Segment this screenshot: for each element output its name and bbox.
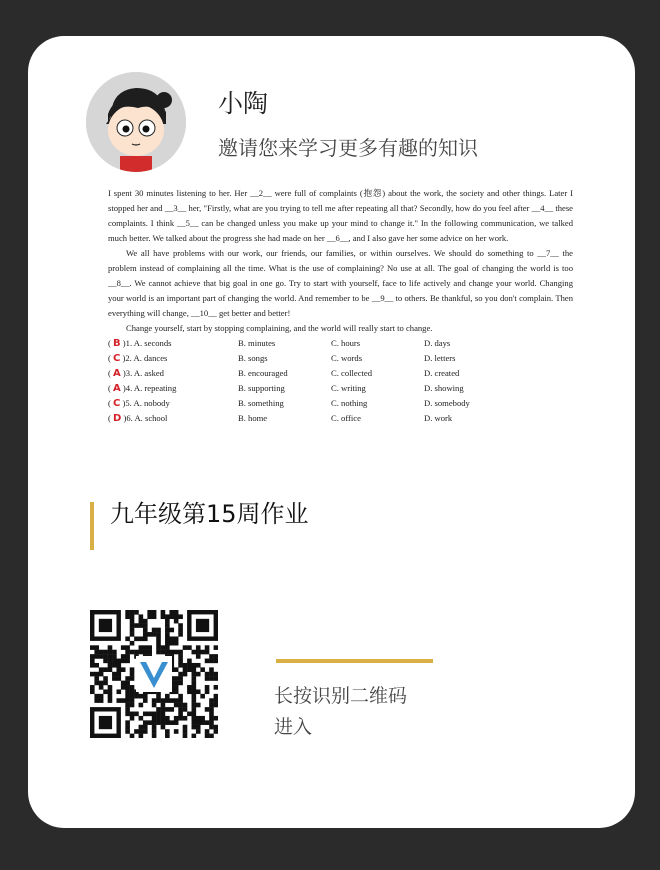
homework-document-image: [108, 186, 573, 471]
handwritten-answer: D: [113, 413, 122, 424]
option-row: ( A )4. A. repeating B. supporting C. writing D. showing: [108, 383, 464, 394]
handwritten-answer: C: [113, 398, 121, 409]
handwritten-answer: C: [113, 353, 121, 364]
user-name: 小陶: [218, 89, 269, 118]
homework-title: 九年级第15周作业: [110, 500, 309, 528]
option-row: ( A )3. A. asked B. encouraged C. collected D. created: [108, 368, 460, 379]
handwritten-answer: A: [113, 368, 121, 379]
avatar-cartoon-image: [86, 72, 186, 172]
qr-hint: [274, 681, 407, 743]
qr-code[interactable]: [90, 610, 218, 738]
title-accent-bar: [90, 502, 94, 550]
divider-line: [276, 659, 433, 663]
avatar: [86, 72, 186, 172]
option-row: ( C )2. A. dances B. songs C. words D. letters: [108, 353, 456, 364]
doc-paragraph-2: We all have problems with our work, our friends, our families, or within ourselves. We should do something to __7__ the problem instead of complaining all the time. What is the use of complaining? No use at all. The goal of changing the world is too __8__. We cannot achieve that big goal in one go. Try to start with yourself, face to life actively and change your world. Changing your world is an important part of changing the world. And remember to be __9__ to others. Be thankful, so you don't complain. Then everything will change, __10__ get better and better!: [108, 248, 573, 318]
invite-text: 邀请您来学习更多有趣的知识: [218, 136, 478, 160]
qr-hint-line-1: 长按识别二维码: [274, 685, 408, 707]
handwritten-answer: A: [113, 383, 121, 394]
share-card: [28, 36, 635, 828]
doc-paragraph-3: Change yourself, start by stopping complaining, and the world will really start to change.: [126, 323, 433, 333]
qr-code-icon: [90, 610, 218, 738]
doc-paragraph-1: I spent 30 minutes listening to her. Her __2__ were full of complaints (抱怨) about the work, the society and other things. Later I stopped her and __3__ her, "Firstly, what are you trying to tell me after repeating all that? Secondly, how do you feel after __4__ these complaints. I think __5__ can be changed unless you make up your mind to change it." In the following communication, we talked much better. We talked about the progress she had made on her __6__, and I also gave her some advice on her work.: [108, 188, 573, 243]
handwritten-answer: B: [113, 338, 121, 349]
option-row: ( D )6. A. school B. home C. office D. work: [108, 413, 453, 424]
qr-hint-line-2: 进入: [274, 716, 313, 738]
answer-options: [108, 336, 573, 426]
option-row: ( C )5. A. nobody B. something C. nothing D. somebody: [108, 398, 470, 409]
option-row: ( B )1. A. seconds B. minutes C. hours D. days: [108, 338, 451, 349]
